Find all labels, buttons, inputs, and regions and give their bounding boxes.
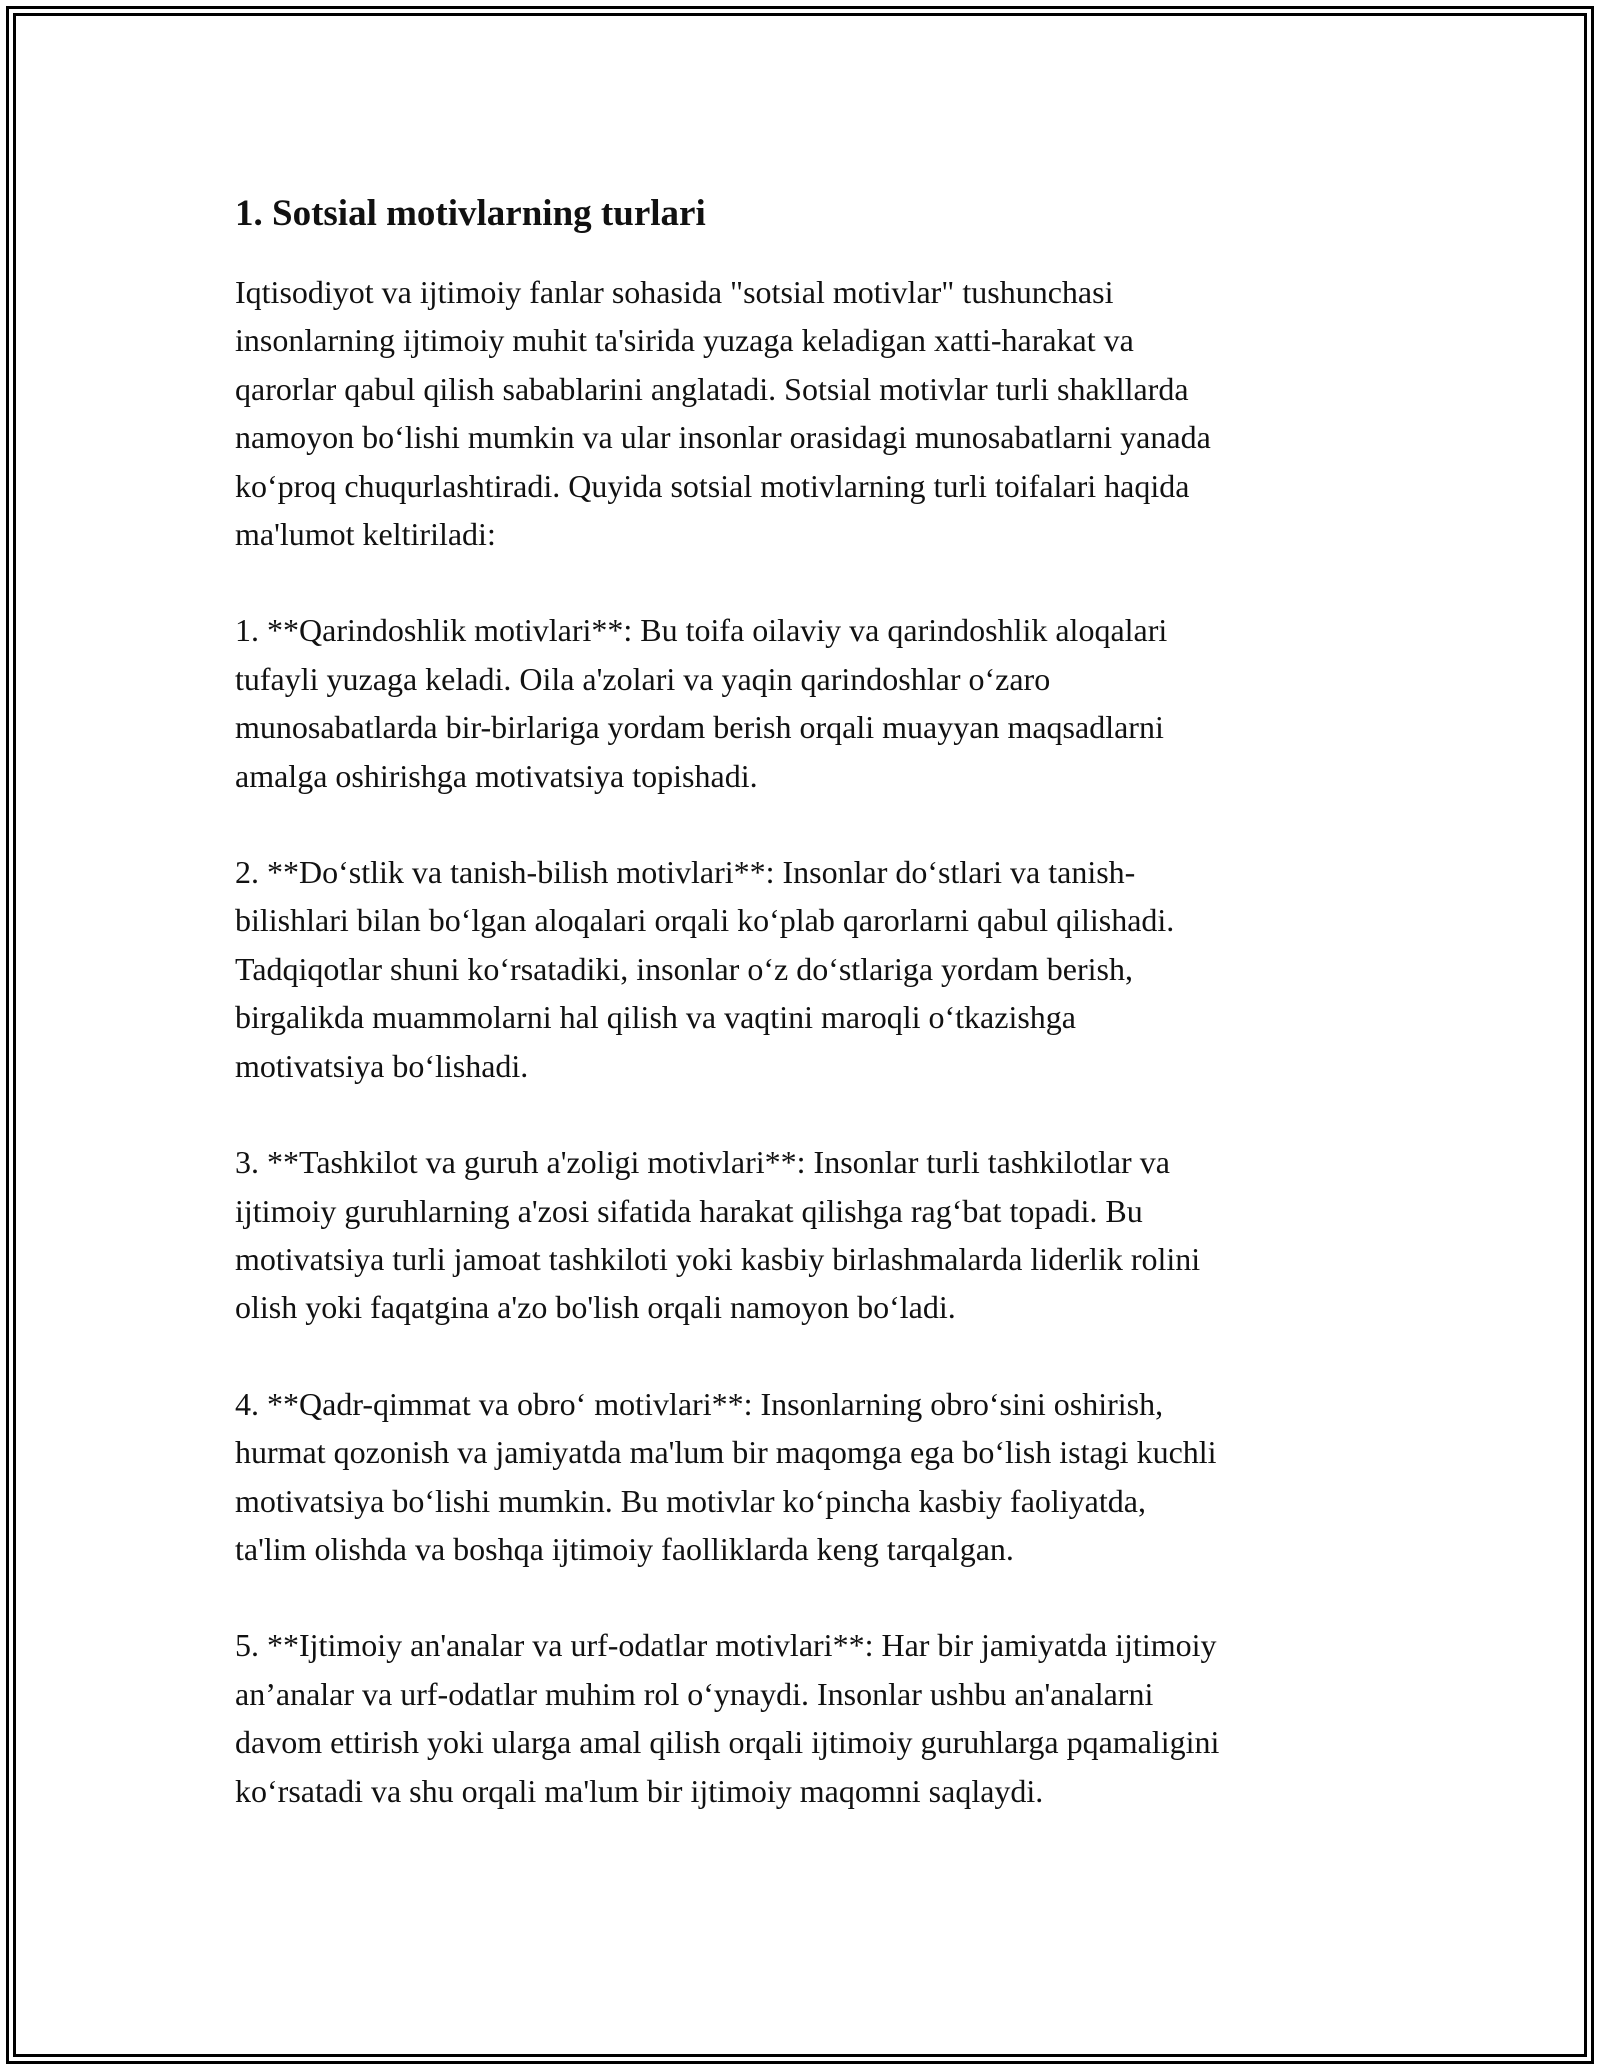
list-item-qarindoshlik: 1. **Qarindoshlik motivlari**: Bu toifa oilaviy va qarindoshlik aloqalari tufayli yuzaga keladi. Oila a'zolari va yaqin qarindoshlar o‘zaro munosabatlarda bir-birlariga yordam berish orqali muayyan maqsadlarni amalga oshirishga motivatsiya topishadi. [235,612,1168,794]
list-item-dostlik: 2. **Do‘stlik va tanish-bilish motivlari**: Insonlar do‘stlari va tanish- bilishlari bilan bo‘lgan aloqalari orqali ko‘plab qarorlarni qabul qilishadi. Tadqiqotlar shuni ko‘rsatadiki, insonlar o‘z do‘stlariga yordam berish, birgalikda muammolarni hal qilish va vaqtini maroqli o‘tkazishga motivatsiya bo‘lishadi. [235,854,1175,1084]
list-item-qadr-qimmat: 4. **Qadr-qimmat va obro‘ motivlari**: Insonlarning obro‘sini oshirish, hurmat qozonish va jamiyatda ma'lum bir maqomga ega bo‘lish istagi kuchli motivatsiya bo‘lishi mumkin. Bu motivlar ko‘pincha kasbiy faoliyatda, ta'lim olishda va boshqa ijtimoiy faolliklarda keng tarqalgan. [235,1385,1217,1567]
list-item-tashkilot: 3. **Tashkilot va guruh a'zoligi motivlari**: Insonlar turli tashkilotlar va ijtimoiy guruhlarning a'zosi sifatida harakat qilishga rag‘bat topadi. Bu motivatsiya turli jamoat tashkiloti yoki kasbiy birlashmalarda liderlik rolini olish yoki faqatgina a'zo bo'lish orqali namoyon bo‘ladi. [235,1144,1201,1326]
list-item-ananalar: 5. **Ijtimoiy an'analar va urf-odatlar motivlari**: Har bir jamiyatda ijtimoiy an’analar va urf-odatlar muhim rol o‘ynaydi. Insonlar ushbu an'analarni davom ettirish yoki ularga amal qilish orqali ijtimoiy guruhlarga pqamaligini ko‘rsatadi va shu orqali ma'lum bir ijtimoiy maqomni saqlaydi. [235,1627,1220,1809]
section-heading: 1. Sotsial motivlarning turlari [235,193,706,234]
intro-paragraph: Iqtisodiyot va ijtimoiy fanlar sohasida "sotsial motivlar" tushunchasi insonlarning ijtimoiy muhit ta'sirida yuzaga keladigan xatti-harakat va qarorlar qabul qilish sabablarini anglatadi. Sotsial motivlar turli shakllarda namoyon bo‘lishi mumkin va ular insonlar orasidagi munosabatlarni yanada ko‘proq chuqurlashtiradi. Quyida sotsial motivlarning turli toifalari haqida ma'lumot keltiriladi: [235,274,1211,553]
document-page [235,188,1380,1863]
